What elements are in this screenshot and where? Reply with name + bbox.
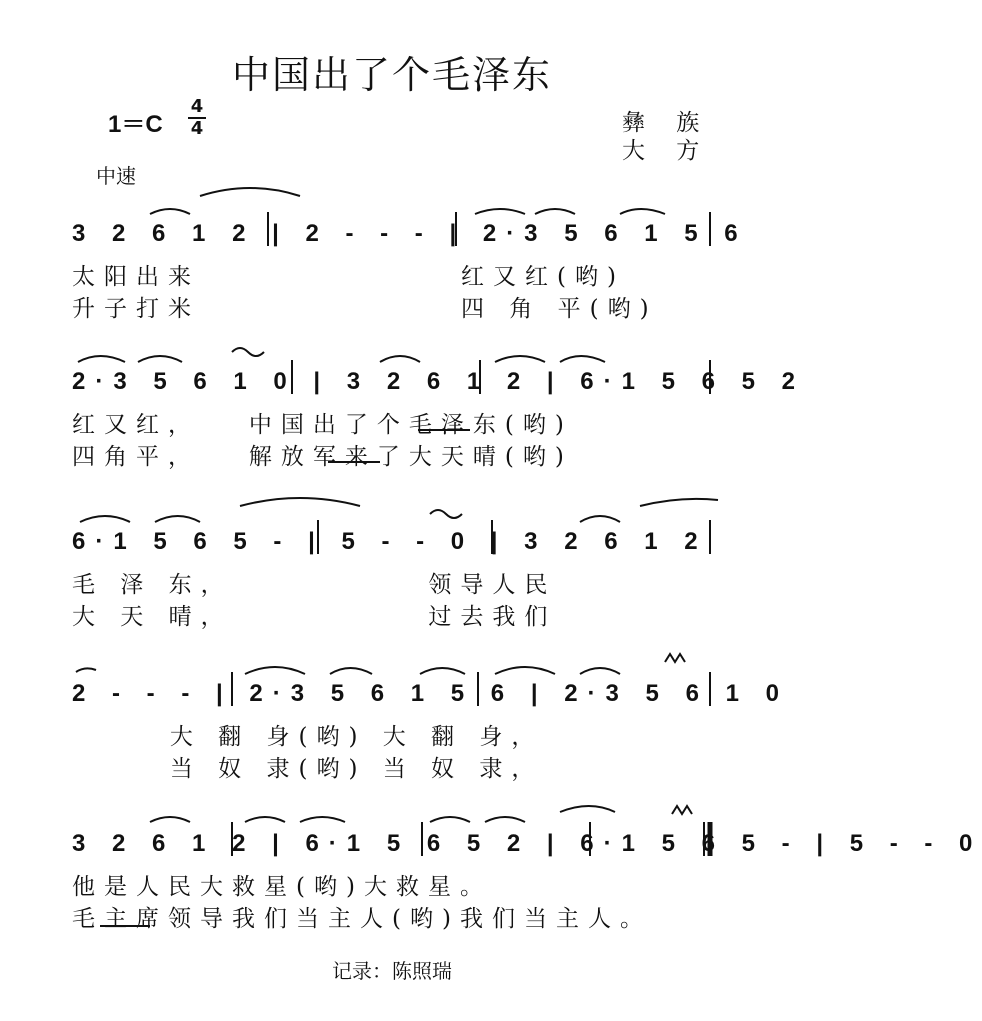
slur-25 <box>430 817 470 822</box>
ornament-mark <box>430 510 462 518</box>
slur-8 <box>380 356 420 362</box>
slur-10 <box>560 356 605 362</box>
slur-6 <box>78 356 125 362</box>
tie-16 <box>76 668 96 672</box>
time-signature <box>188 98 206 138</box>
ornament-mark <box>232 348 264 356</box>
lyric-row-3-verse-2: 大 天 晴， 过去我们 <box>72 604 557 630</box>
lyric-row-5-verse-1: 他是人民大救星(哟)大救星。 <box>72 874 492 900</box>
tempo-marking: 中速 <box>96 164 136 188</box>
lyric-row-1-verse-1: 太阳出来 红又红(哟) <box>72 264 625 290</box>
transcription-credit: 记录：陈照瑞 <box>332 959 452 983</box>
lyric-row-4-verse-1: 大 翻 身(哟) 大 翻 身， <box>72 724 544 750</box>
attribution-place: 大 方 <box>622 138 712 164</box>
key-signature: 1＝C <box>108 111 163 138</box>
slur-4 <box>535 209 575 214</box>
slur-7 <box>138 356 182 362</box>
slur-22 <box>150 817 190 822</box>
slur-9 <box>495 356 545 362</box>
tie-15 <box>640 499 718 506</box>
slur-19 <box>420 668 465 674</box>
meter-bottom: 4 <box>190 118 204 139</box>
lyric-row-1-verse-2: 升子打米 四 角 平(哟) <box>72 296 658 322</box>
lyric-row-4-verse-2: 当 奴 隶(哟) 当 奴 隶， <box>72 756 544 782</box>
slur-18 <box>330 668 372 674</box>
slur-5 <box>620 209 665 214</box>
slur-20 <box>495 667 555 674</box>
slur-3 <box>475 209 525 214</box>
slur-11 <box>80 516 130 522</box>
slur-24 <box>300 817 345 822</box>
tie-27 <box>560 806 615 812</box>
notation-row-4: 2 - - - | 2·3 5 6 1 5 6 | 2·3 5 6 1 0 <box>72 680 789 707</box>
slur-12 <box>155 516 200 522</box>
ornament-mark <box>672 806 692 814</box>
slur-2 <box>150 209 190 214</box>
slur-14 <box>580 516 620 522</box>
lyric-row-2-verse-2: 四角平， 解放军来了大天晴(哟) <box>72 444 573 470</box>
song-title: 中国出了个毛泽东 <box>231 53 552 97</box>
slur-23 <box>245 817 285 822</box>
slur-21 <box>580 668 620 674</box>
notation-row-1: 3 2 6 1 2 | 2 - - - | 2·3 5 6 1 5 6 <box>72 220 748 247</box>
slur-26 <box>485 817 525 822</box>
tie-1 <box>200 188 300 196</box>
meter-top: 4 <box>190 96 204 117</box>
lyric-row-2-verse-1: 红又红， 中国出了个毛泽东(哟) <box>72 412 573 438</box>
slur-17 <box>245 667 305 674</box>
lyric-row-5-verse-2: 毛主席领导我们当主人(哟)我们当主人。 <box>72 906 652 932</box>
notation-row-5: 3 2 6 1 2 | 6·1 5 6 5 2 | 6·1 5 6 5 - | 5 - - 0 <box>72 830 982 857</box>
attribution-ethnicity: 彝 族 <box>622 110 712 136</box>
ornament-mark <box>665 654 685 662</box>
lyric-row-3-verse-1: 毛 泽 东， 领导人民 <box>72 572 557 598</box>
tie-13 <box>240 498 360 506</box>
notation-row-2: 2·3 5 6 1 0 | 3 2 6 1 2 | 6·1 5 6 5 2 <box>72 368 806 395</box>
notation-row-3: 6·1 5 6 5 - | 5 - - 0 | 3 2 6 1 2 <box>72 528 708 555</box>
